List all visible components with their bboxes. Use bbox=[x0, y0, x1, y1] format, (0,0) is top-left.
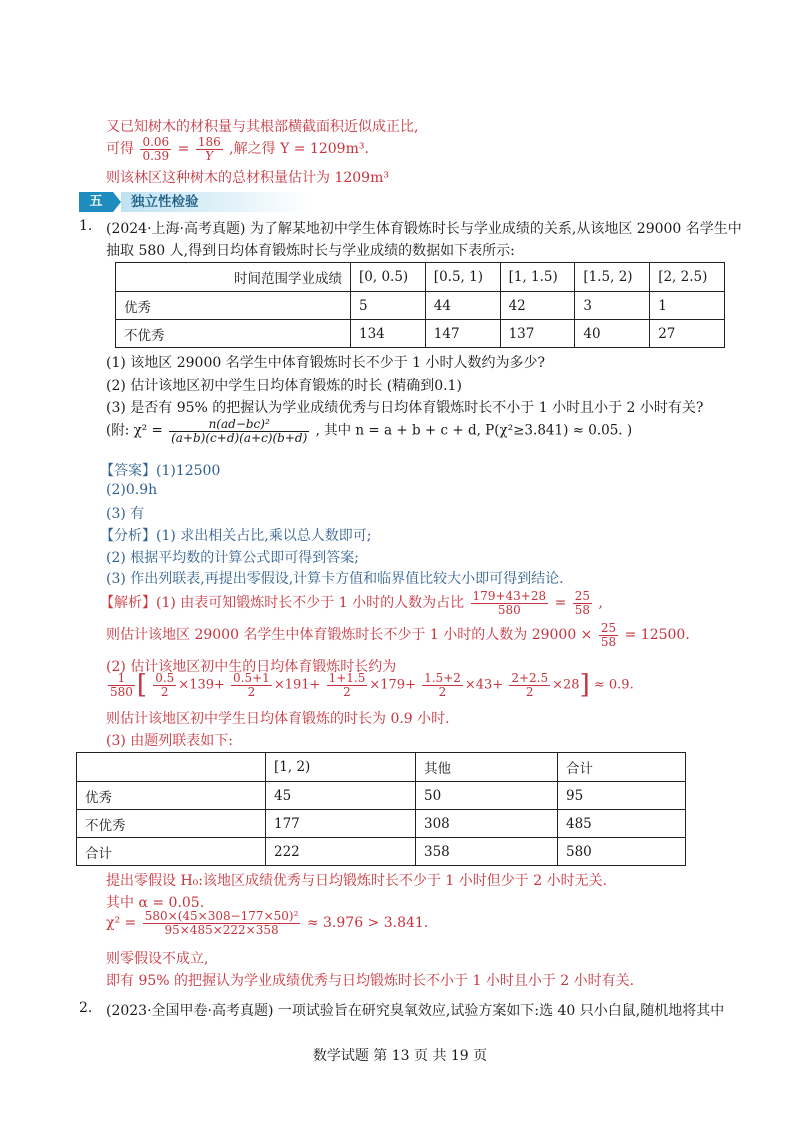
table-cell: 222 bbox=[266, 838, 416, 866]
solution-line: 则估计该地区初中学生日均体育锻炼的时长为 0.9 小时. bbox=[106, 711, 450, 727]
table-cell: 合计 bbox=[558, 753, 686, 782]
table-cell: [1, 1.5) bbox=[500, 263, 575, 292]
table-cell: 177 bbox=[266, 810, 416, 838]
question-number: 1. bbox=[79, 218, 93, 234]
section-arrow-icon bbox=[113, 192, 121, 212]
question-number: 2. bbox=[79, 1000, 93, 1016]
chi-square-formula: χ² = $\frac{\text{580×(45×308−177×50)²}}{95\times 485\times 222\times 358}$ ≈ 3.976 > 3.841. bbox=[106, 909, 429, 937]
table-cell: 3 bbox=[575, 292, 650, 320]
analysis-label: 【分析】 bbox=[100, 528, 156, 544]
solution-line: (3) 由题列联表如下: bbox=[106, 733, 233, 749]
solution-line: 则零假设不成立, bbox=[106, 951, 209, 967]
table-cell: 134 bbox=[351, 320, 426, 348]
sub-question: (3) 是否有 95% 的把握认为学业成绩优秀与日均体育锻炼时长不小于 1 小时且小于 2 小时有关? bbox=[106, 400, 704, 416]
answer-label: 【答案】 bbox=[100, 463, 156, 479]
table-cell: 不优秀 bbox=[116, 320, 351, 348]
table-cell: 40 bbox=[575, 320, 650, 348]
table-cell: 42 bbox=[500, 292, 575, 320]
table-cell: 95 bbox=[558, 782, 686, 810]
table-cell: [0, 0.5) bbox=[351, 263, 426, 292]
section-header bbox=[79, 192, 309, 212]
sub-question: (2) 估计该地区初中学生日均体育锻炼的时长 (精确到0.1) bbox=[106, 378, 462, 394]
table-cell: 27 bbox=[650, 320, 725, 348]
table-cell: 358 bbox=[416, 838, 558, 866]
table-row bbox=[116, 292, 725, 320]
table-cell: [1, 2) bbox=[266, 753, 416, 782]
table-cell: 时间范围学业成绩 bbox=[116, 263, 351, 292]
question-text: (2024·上海·高考真题) 为了解某地初中学生体育锻炼时长与学业成绩的关系,从该地区 29000 名学生中 bbox=[106, 221, 742, 237]
text-line: 则该林区这种树木的总材积量估计为 1209m³ bbox=[106, 170, 389, 186]
table-cell: [0.5, 1) bbox=[425, 263, 500, 292]
table-cell bbox=[77, 753, 266, 782]
table-row bbox=[77, 782, 686, 810]
solution-line: (2) 估计该地区初中生的日均体育锻炼时长约为 bbox=[106, 659, 397, 675]
answer-line: (3) 有 bbox=[106, 506, 145, 522]
table-cell: [2, 2.5) bbox=[650, 263, 725, 292]
section-title: 独立性检验 bbox=[131, 194, 199, 210]
table-cell: 147 bbox=[425, 320, 500, 348]
question-text: 抽取 580 人,得到日均体育锻炼时长与学业成绩的数据如下表所示: bbox=[106, 243, 515, 259]
solution-line: 则估计该地区 29000 名学生中体育锻炼时长不少于 1 小时的人数为 29000 × $\frac{25}{58}$ = 12500. bbox=[106, 621, 690, 649]
table-cell: 优秀 bbox=[116, 292, 351, 320]
analysis-line: (2) 根据平均数的计算公式即可得到答案; bbox=[106, 550, 359, 566]
solution-label: 【解析】 bbox=[100, 595, 156, 612]
equation-line: 可得 $\frac{0.06}{0.39}$ = $\frac{186}{Y}$ ,解之得 Y = 1209m³. bbox=[106, 135, 369, 163]
table-cell: 优秀 bbox=[77, 782, 266, 810]
table-cell: 44 bbox=[425, 292, 500, 320]
contingency-table bbox=[76, 752, 686, 866]
table-row bbox=[77, 838, 686, 866]
answer-line: (2)0.9h bbox=[106, 482, 158, 498]
solution-line: 即有 95% 的把握认为学业成绩优秀与日均锻炼时长不小于 1 小时且小于 2 小时有关. bbox=[106, 973, 635, 989]
table-cell: 50 bbox=[416, 782, 558, 810]
data-table bbox=[115, 262, 725, 348]
table-cell: 1 bbox=[650, 292, 725, 320]
table-cell: [1.5, 2) bbox=[575, 263, 650, 292]
table-cell: 其他 bbox=[416, 753, 558, 782]
table-cell: 45 bbox=[266, 782, 416, 810]
table-cell: 485 bbox=[558, 810, 686, 838]
table-cell: 137 bbox=[500, 320, 575, 348]
table-cell: 308 bbox=[416, 810, 558, 838]
page-footer: 数学试题 第 13 页 共 19 页 bbox=[312, 1048, 488, 1064]
formula-note: (附: χ² = $\frac{\text{n(ad−bc)²}}{(a+b)(c+d)(a+c)(b+d)}$ , 其中 n = a + b + c + d, P(χ²≥3.841) ≈ 0.05. ) bbox=[106, 417, 633, 445]
table-cell: 不优秀 bbox=[77, 810, 266, 838]
solution-line: 提出零假设 H₀:该地区成绩优秀与日均锻炼时长不少于 1 小时但少于 2 小时无关. bbox=[106, 873, 608, 889]
answer-line: 【答案】(1)12500 bbox=[100, 463, 221, 479]
solution-line: 其中 α = 0.05. bbox=[106, 895, 205, 911]
question-text: (2023·全国甲卷·高考真题) 一项试验旨在研究臭氧效应,试验方案如下:选 40 只小白鼠,随机地将其中 bbox=[106, 1003, 725, 1019]
analysis-line: (3) 作出列联表,再提出零假设,计算卡方值和临界值比较大小即可得到结论. bbox=[106, 571, 564, 587]
table-cell: 5 bbox=[351, 292, 426, 320]
table-header-row bbox=[77, 753, 686, 782]
table-cell: 580 bbox=[558, 838, 686, 866]
table-row bbox=[116, 320, 725, 348]
table-cell: 合计 bbox=[77, 838, 266, 866]
sub-question: (1) 该地区 29000 名学生中体育锻炼时长不少于 1 小时人数约为多少? bbox=[106, 355, 546, 371]
analysis-line: 【分析】(1) 求出相关占比,乘以总人数即可; bbox=[100, 528, 372, 544]
table-header-row bbox=[116, 263, 725, 292]
section-number: 五 bbox=[79, 192, 113, 212]
text-line: 又已知树木的材积量与其根部横截面积近似成正比, bbox=[106, 119, 419, 135]
average-formula: $\frac{1}{580}$ [ $\frac{0.5}{2}$ ×139+ $\frac{0.5+1}{2}$ ×191+ $\frac{1+1.5}{2}$ ×179+ $\frac{1.5+2}{2}$ ×43+ $\frac{2+2.5}{2}$ ×28] ≈ 0.9. bbox=[110, 670, 634, 701]
table-row bbox=[77, 810, 686, 838]
solution-line: 【解析】(1) 由表可知锻炼时长不少于 1 小时的人数为占比 $\frac{179+43+28}{580}$ = $\frac{25}{58}$ , bbox=[100, 589, 603, 617]
